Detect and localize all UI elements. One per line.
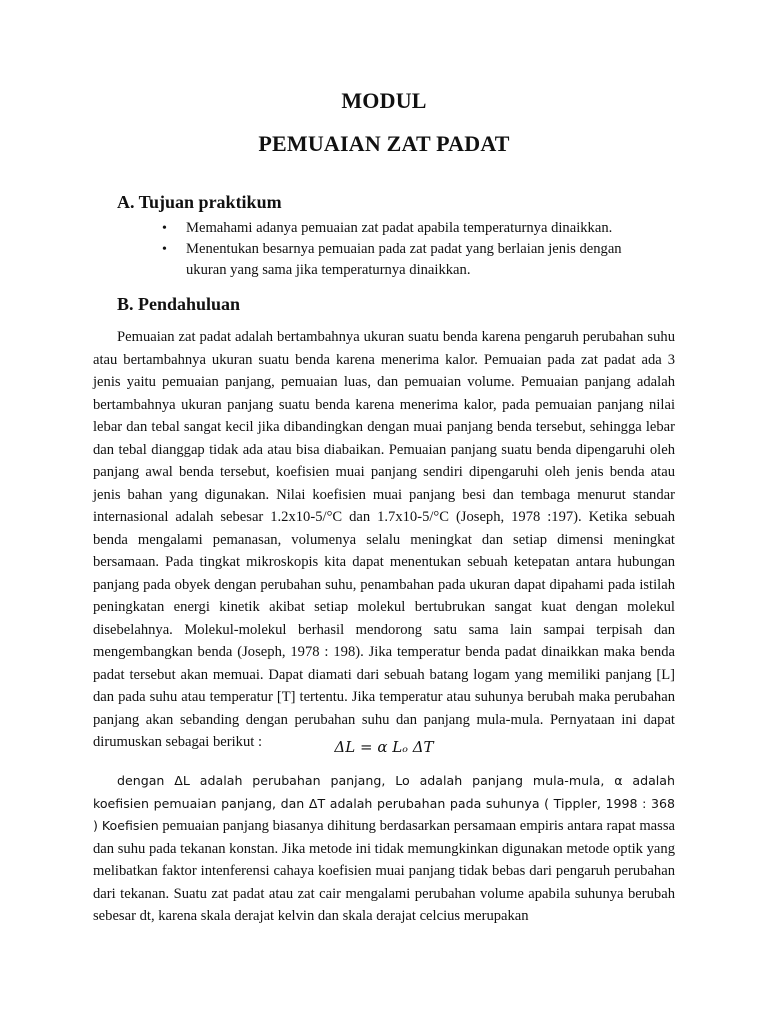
objectives-list bbox=[160, 218, 660, 281]
list-item bbox=[160, 218, 660, 239]
bullet-icon: • bbox=[162, 221, 167, 236]
bullet-icon: • bbox=[162, 242, 167, 257]
equation-explanation-text: dengan ΔL adalah perubahan panjang, Lo adalah panjang mula-mula, α adalah koefisien pemuaian panjang, dan ΔT adalah perubahan pada suhunya ( Tippler, 1998 : 368 ) Koefisien bbox=[93, 773, 675, 833]
list-item-text: Memahami adanya pemuaian zat padat apabila temperaturnya dinaikkan. bbox=[186, 220, 613, 236]
paragraph-continuation-text: pemuaian panjang biasanya dihitung berdasarkan persamaan empiris antara rapat massa dan suhu pada tekanan konstan. Jika metode ini tidak memungkinkan digunakan metode optik yang melibatkan faktor intenferensi cahaya koefisien muai panjang tidak bebas dari pengaruh perubahan dari tekanan. Suatu zat padat atau zat cair mengalami perubahan volume apabila suhunya berubah sebesar dt, karena skala derajat kelvin dan skala derajat celcius merupakan bbox=[93, 818, 675, 924]
explanation-paragraph bbox=[93, 770, 675, 928]
section-b-heading: B. Pendahuluan bbox=[117, 294, 241, 314]
intro-paragraph: Pemuaian zat padat adalah bertambahnya ukuran suatu benda karena pengaruh perubahan suhu atau bertambahnya ukuran suatu benda karena menerima kalor. Pemuaian pada zat padat ada 3 jenis yaitu pemuaian panjang, pemuaian luas, dan pemuaian volume. Pemuaian panjang adalah bertambahnya ukuran panjang suatu benda karena menerima kalor, pada pemuaian panjang nilai lebar dan tebal sangat kecil jika dibandingkan dengan muai panjang benda tersebut, sehingga lebar dan tebal dianggap tidak ada atau bisa diabaikan. Pemuaian panjang suatu benda dipengaruhi oleh panjang awal benda tersebut, koefisien muai panjang sendiri dipengaruhi oleh jenis benda atau jenis bahan yang digunakan. Nilai koefisien muai panjang besi dan tembaga menurut standar internasional adalah sebesar 1.2x10-5/°C dan 1.7x10-5/°C (Joseph, 1978 :197). Ketika sebuah benda mengalami pemanasan, volumenya selalu meningkat dan setiap dimensi meningkat bersamaan. Pada tingkat mikroskopis kita dapat menentukan sebuah ketepatan antara hubungan panjang pada obyek dengan perubahan suhu, penambahan pada ukuran dapat dipahami pada istilah peningkatan energi kinetik akibat setiap molekul bertubrukan sangat kuat dengan molekul disebelahnya. Molekul-molekul berhasil mendorong satu sama lain sampai terpisah dan mengembangkan benda (Joseph, 1978 : 198). Jika temperatur benda padat dinaikkan maka benda padat tersebut akan memuai. Dapat diamati dari sebuah batang logam yang memiliki panjang [L] dan pada suhu atau temperatur [T] tertentu. Jika temperatur atau suhunya berubah maka perubahan panjang akan sebanding dengan perubahan suhu dan panjang mula-mula. Pernyataan ini dapat dirumuskan sebagai berikut : bbox=[93, 329, 675, 750]
list-item bbox=[160, 239, 660, 281]
section-a-heading: A. Tujuan praktikum bbox=[117, 192, 282, 212]
expansion-equation: ΔL = α Lₒ ΔT bbox=[334, 738, 434, 756]
document-subtitle: PEMUAIAN ZAT PADAT bbox=[258, 131, 510, 156]
document-title: MODUL bbox=[341, 88, 427, 113]
list-item-text: Menentukan besarnya pemuaian pada zat padat yang berlaian jenis dengan ukuran yang sama jika temperaturnya dinaikkan. bbox=[186, 241, 622, 278]
